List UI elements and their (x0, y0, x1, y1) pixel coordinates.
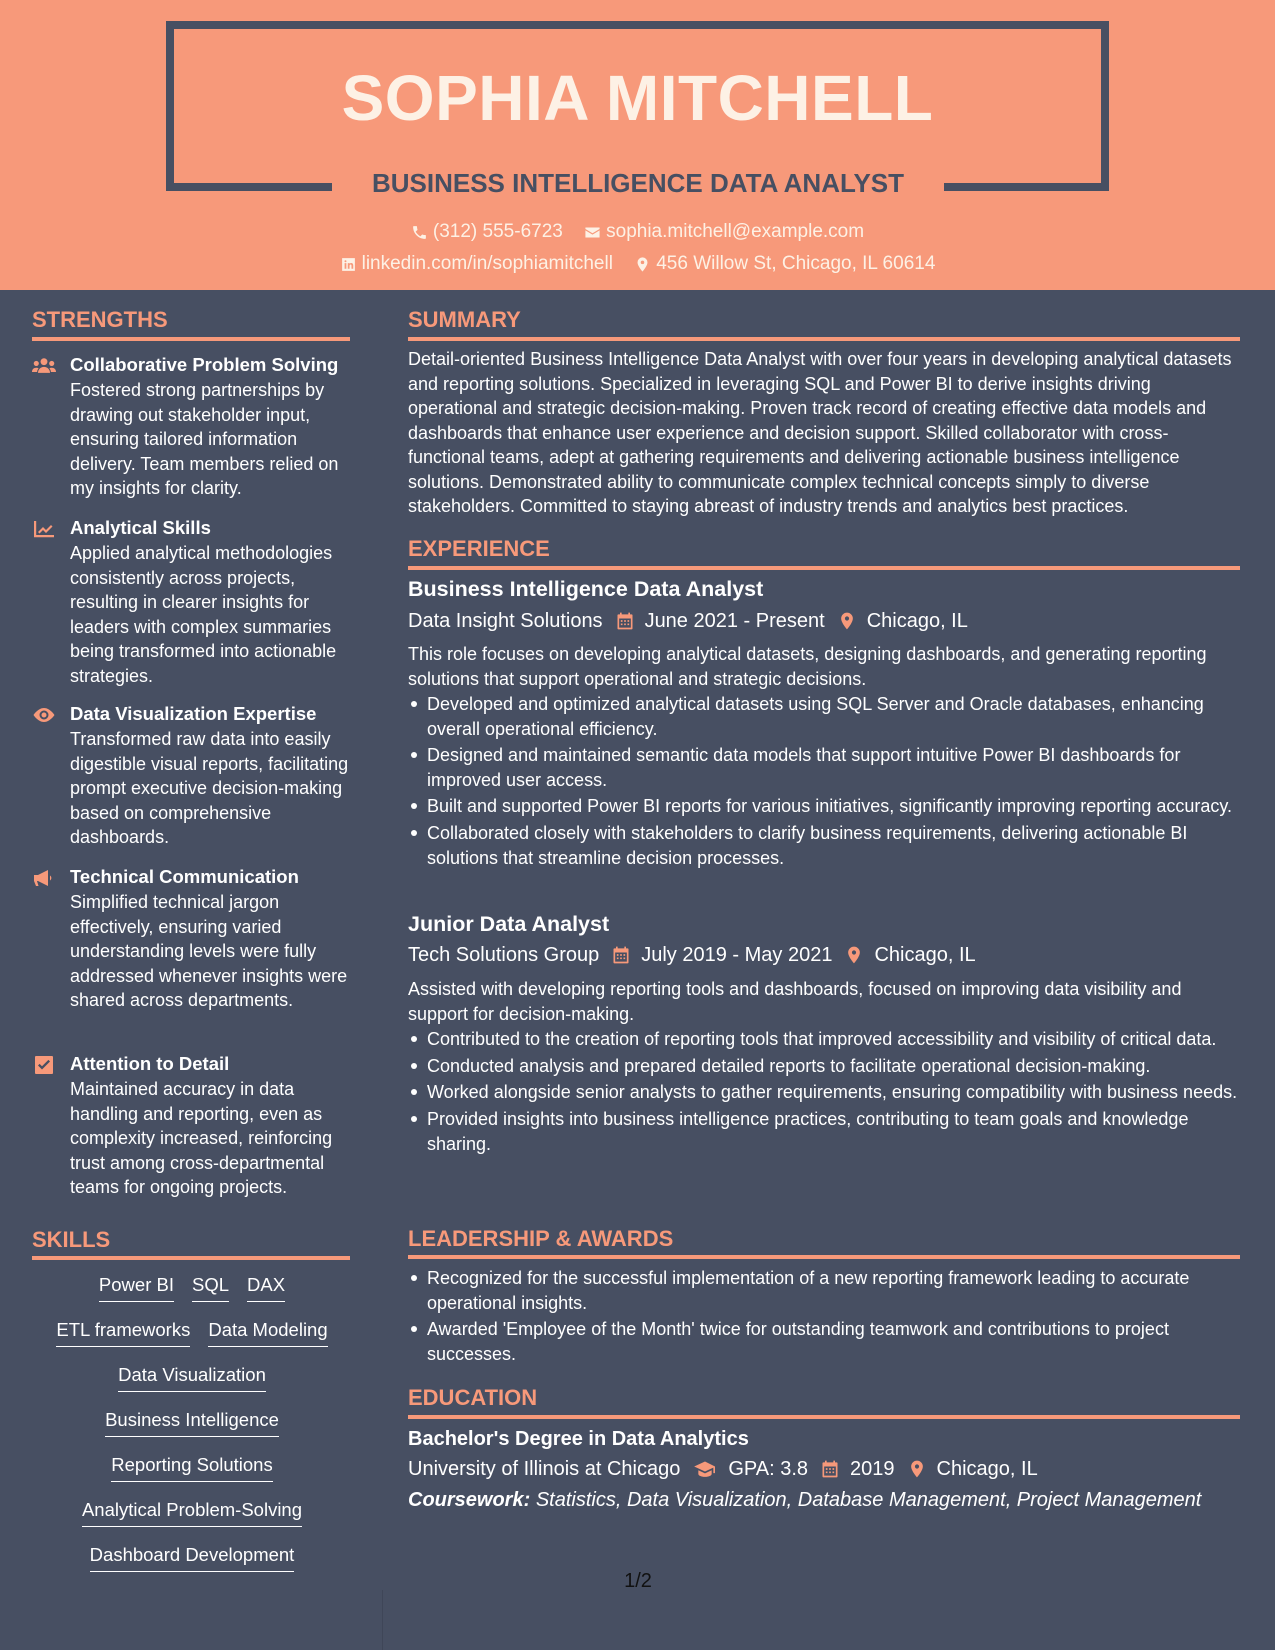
map-pin-icon (907, 1459, 927, 1479)
education-heading: EDUCATION (408, 1385, 538, 1410)
bullet-item: Contributed to the creation of reporting tools that improved accessibility and visibility of critical data. (408, 1027, 1240, 1052)
skill-tag: SQL (192, 1274, 229, 1302)
phone-icon (411, 224, 428, 241)
education-meta (408, 1456, 1038, 1482)
strength-item (32, 516, 352, 686)
map-pin-icon (844, 945, 864, 965)
bullet-item: Collaborated closely with stakeholders to clarify business requirements, delivering actionable BI solutions that streamline decision processes. (408, 821, 1240, 870)
experience-rule (408, 566, 1240, 570)
map-pin-icon (837, 611, 857, 631)
strength-desc: Applied analytical methodologies consistently across projects, resulting in clearer insights for leaders with complex summaries being transformed into actionable strategies. (70, 543, 337, 686)
linkedin-text: linkedin.com/in/sophiamitchell (361, 253, 613, 274)
coursework-label: Coursework: (408, 1489, 531, 1511)
bullet-item: Designed and maintained semantic data models that support intuitive Power BI dashboards for improved user access. (408, 743, 1240, 792)
linkedin-icon (340, 256, 357, 273)
coursework-list: Statistics, Data Visualization, Database Management, Project Management (535, 1489, 1202, 1511)
candidate-title: BUSINESS INTELLIGENCE DATA ANALYST (371, 168, 905, 198)
awards-bullets (408, 1266, 1240, 1368)
education-location: Chicago, IL (936, 1458, 1038, 1480)
skill-row (32, 1409, 352, 1454)
bullet-item: Recognized for the successful implementation of a new reporting framework leading to accurate operational insights. (408, 1266, 1240, 1315)
skill-tag: Business Intelligence (105, 1409, 279, 1437)
bullet-item: Worked alongside senior analysts to gather requirements, ensuring compatibility with business needs. (408, 1080, 1240, 1105)
job-description: Assisted with developing reporting tools and dashboards, focused on improving data visibility and support for decision-making. (408, 979, 1182, 1024)
strength-title: Technical Communication (70, 866, 299, 887)
skills-list (32, 1274, 352, 1589)
skill-tag: Data Visualization (118, 1364, 266, 1392)
skill-row (32, 1274, 352, 1319)
skill-row (32, 1454, 352, 1499)
job-dates: June 2021 - Present (644, 610, 825, 632)
skill-row (32, 1544, 352, 1589)
skill-row (32, 1499, 352, 1544)
bullet-item: Awarded 'Employee of the Month' twice for outstanding teamwork and contributions to project successes. (408, 1317, 1240, 1366)
awards-heading: LEADERSHIP & AWARDS (408, 1226, 674, 1251)
calendar-icon (611, 945, 631, 965)
strengths-rule (32, 337, 350, 341)
megaphone-icon (32, 868, 56, 888)
education-rule (408, 1415, 1240, 1419)
job-meta (408, 608, 968, 634)
address-text: 456 Willow St, Chicago, IL 60614 (656, 253, 936, 274)
skill-row (32, 1364, 352, 1409)
bullet-item: Built and supported Power BI reports for various initiatives, significantly improving reporting accuracy. (408, 794, 1240, 819)
job-bullets (408, 692, 1240, 872)
bullet-item: Conducted analysis and prepared detailed reports to facilitate operational decision-making. (408, 1054, 1240, 1079)
resume-header (0, 0, 1275, 290)
bullet-item: Provided insights into business intelligence practices, contributing to team goals and knowledge sharing. (408, 1107, 1240, 1156)
job-dates: July 2019 - May 2021 (641, 944, 833, 966)
skill-tag: Data Modeling (208, 1319, 327, 1347)
bullet-item: Developed and optimized analytical datasets using SQL Server and Oracle databases, enhancing overall operational efficiency. (408, 692, 1240, 741)
strength-desc: Simplified technical jargon effectively, ensuring varied understanding levels were fully addressed whenever insights were shared across departments. (70, 892, 348, 1010)
skill-tag: Power BI (99, 1274, 174, 1302)
strength-desc: Maintained accuracy in data handling and reporting, even as complexity increased, reinforcing trust among cross-departmental teams for ongoing projects. (70, 1079, 333, 1197)
job-meta (408, 942, 976, 968)
skill-tag: ETL frameworks (56, 1319, 190, 1347)
email-contact[interactable] (584, 219, 864, 245)
skill-tag: DAX (247, 1274, 285, 1302)
phone-text: (312) 555-6723 (432, 221, 563, 242)
skills-heading: SKILLS (32, 1227, 111, 1252)
header-frame-bottom-left (166, 183, 332, 191)
job-description: This role focuses on developing analytical datasets, designing dashboards, and generating reporting solutions that support operational and strategic decisions. (408, 644, 1207, 689)
address-contact (634, 251, 935, 277)
strengths-heading: STRENGTHS (32, 307, 168, 332)
contact-row-1 (0, 219, 1275, 249)
summary-rule (408, 337, 1240, 341)
skill-tag: Reporting Solutions (111, 1454, 272, 1482)
strength-title: Data Visualization Expertise (70, 703, 317, 724)
job-location: Chicago, IL (874, 944, 976, 966)
phone-contact[interactable] (411, 219, 563, 245)
school-name: University of Illinois at Chicago (408, 1458, 681, 1480)
graduation-cap-icon (692, 1459, 718, 1479)
users-icon (32, 356, 56, 376)
eye-icon (32, 705, 56, 725)
linkedin-contact[interactable] (340, 251, 613, 277)
skill-row (32, 1319, 352, 1364)
awards-rule (408, 1255, 1240, 1259)
chart-line-icon (32, 519, 56, 539)
skills-rule (32, 1256, 350, 1260)
contact-row-2 (0, 251, 1275, 281)
job-bullets (408, 1027, 1240, 1158)
strength-item (32, 1052, 352, 1202)
skill-tag: Dashboard Development (90, 1544, 295, 1572)
map-pin-icon (634, 256, 651, 273)
candidate-name: SOPHIA MITCHELL (341, 62, 934, 134)
skill-tag: Analytical Problem-Solving (82, 1499, 302, 1527)
strength-desc: Fostered strong partnerships by drawing out stakeholder input, ensuring tailored information delivery. Team members relied on my insights for clarity. (70, 380, 339, 498)
coursework-line (408, 1487, 1268, 1513)
email-text: sophia.mitchell@example.com (606, 221, 865, 242)
strength-title: Attention to Detail (70, 1053, 230, 1074)
strength-item (32, 702, 352, 852)
gpa-text: GPA: 3.8 (728, 1458, 809, 1480)
summary-text: Detail-oriented Business Intelligence Data Analyst with over four years in developing analytical datasets and reporting solutions. Specialized in leveraging SQL and Power BI to derive insights driving operational and strategic decision-making. Proven track record of creating effective data models and dashboards that enhance user experience and decision support. Skilled collaborator with cross-functional teams, adept at gathering requirements and delivering actionable business intelligence solutions. Demonstrated ability to communicate complex technical concepts simply to diverse stakeholders. Committed to staying abreast of industry trends and analytics best practices. (408, 349, 1232, 516)
strength-item (32, 865, 352, 1035)
company-name: Data Insight Solutions (408, 610, 603, 632)
job-title: Junior Data Analyst (408, 912, 610, 936)
checkbox-icon (32, 1055, 56, 1075)
job-location: Chicago, IL (866, 610, 968, 632)
strength-item (32, 353, 352, 503)
calendar-icon (615, 611, 635, 631)
degree-title: Bachelor's Degree in Data Analytics (408, 1428, 749, 1450)
page-number: 1/2 (624, 1570, 652, 1592)
strength-title: Collaborative Problem Solving (70, 354, 339, 375)
summary-heading: SUMMARY (408, 307, 521, 332)
envelope-icon (584, 224, 601, 241)
job-title: Business Intelligence Data Analyst (408, 577, 764, 601)
graduation-year: 2019 (850, 1458, 895, 1480)
header-frame-bottom-right (944, 183, 1109, 191)
company-name: Tech Solutions Group (408, 944, 600, 966)
experience-heading: EXPERIENCE (408, 536, 550, 561)
column-divider (382, 1590, 383, 1650)
strength-title: Analytical Skills (70, 517, 211, 538)
calendar-icon (820, 1459, 840, 1479)
strength-desc: Transformed raw data into easily digestible visual reports, facilitating prompt executive decision-making based on comprehensive dashboards. (70, 729, 349, 847)
